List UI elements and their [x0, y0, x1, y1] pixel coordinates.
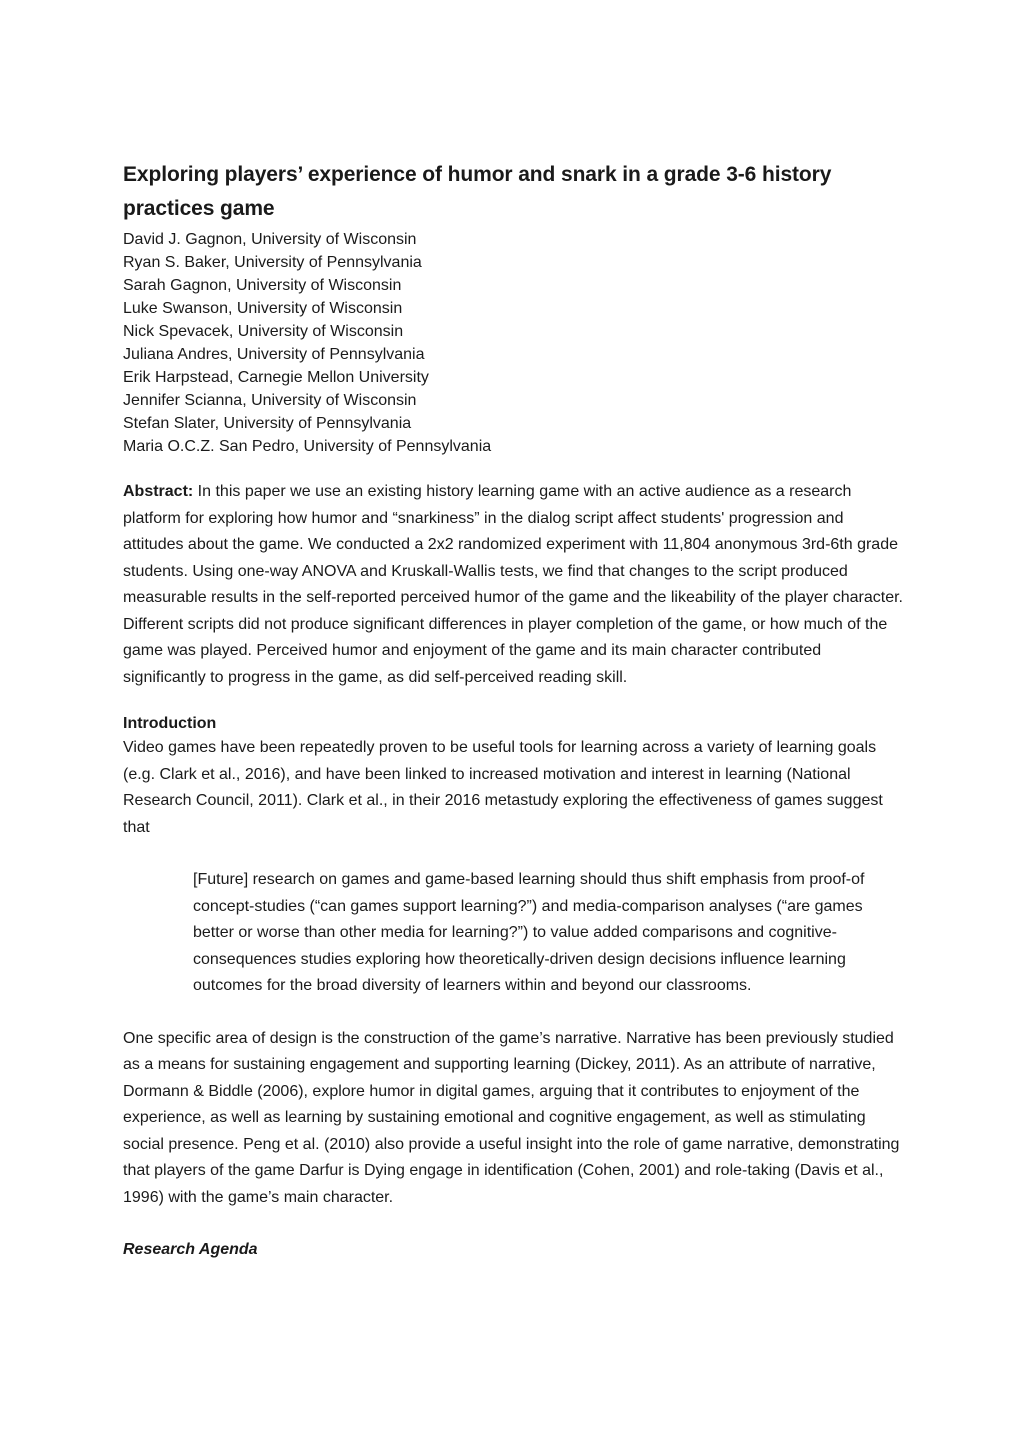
author-line: David J. Gagnon, University of Wisconsin — [123, 231, 417, 248]
narrative-paragraph: One specific area of design is the construction of the game’s narrative. Narrative has been previously studied as a means for sustaining engagement and supporting learning (Dickey, 2011). As an attribute of narrative, Dormann & Biddle (2006), explore humor in digital games, arguing that it contributes to enjoyment of the experience, as well as learning by sustaining emotional and cognitive engagement, as well as stimulating social presence. Peng et al. (2010) also provide a useful insight into the role of game narrative, demonstrating that players of the game Darfur is Dying engage in identification (Cohen, 2001) and role-taking (Davis et al., 1996) with the game’s main character. — [123, 1029, 900, 1206]
introduction-paragraph: Video games have been repeatedly proven to be useful tools for learning across a variety of learning goals (e.g. Clark et al., 2016), and have been linked to increased motivation and interest in learning (National Research Council, 2011). Clark et al., in their 2016 metastudy exploring the effectiveness of games suggest that — [123, 739, 883, 836]
author-line: Jennifer Scianna, University of Wisconsin — [123, 392, 417, 409]
introduction-heading: Introduction — [123, 715, 217, 732]
block-quote: [Future] research on games and game-based learning should thus shift emphasis from proof-of concept-studies (“can games support learning?”) and media-comparison analyses (“are games better or worse than other media for learning?”) to value added comparisons and cognitive-consequences studies exploring how theoretically-driven design decisions influence learning outcomes for the broad diversity of learners within and beyond our classrooms. — [193, 871, 865, 994]
author-line: Maria O.C.Z. San Pedro, University of Pennsylvania — [123, 438, 492, 455]
research-agenda-heading: Research Agenda — [123, 1241, 258, 1258]
author-line: Luke Swanson, University of Wisconsin — [123, 300, 403, 317]
paper-title: Exploring players’ experience of humor and snark in a grade 3-6 history practices game — [123, 163, 832, 220]
author-line: Ryan S. Baker, University of Pennsylvania — [123, 254, 422, 271]
abstract-text: In this paper we use an existing history learning game with an active audience as a research platform for exploring how humor and “snarkiness” in the dialog script affect students' progression and attitudes about the game. We conducted a 2x2 randomized experiment with 11,804 anonymous 3rd-6th grade students. Using one-way ANOVA and Kruskall-Wallis tests, we find that changes to the script produced measurable results in the self-reported perceived humor of the game and the likeability of the player character. Different scripts did not produce significant differences in player completion of the game, or how much of the game was played. Perceived humor and enjoyment of the game and its main character contributed significantly to progress in the game, as did self-perceived reading skill. — [123, 483, 903, 686]
author-list — [123, 228, 908, 458]
author-line: Juliana Andres, University of Pennsylvania — [123, 346, 425, 363]
abstract-paragraph — [123, 479, 908, 691]
abstract-label: Abstract: — [123, 483, 194, 500]
author-line: Nick Spevacek, University of Wisconsin — [123, 323, 404, 340]
author-line: Sarah Gagnon, University of Wisconsin — [123, 277, 402, 294]
author-line: Erik Harpstead, Carnegie Mellon University — [123, 369, 429, 386]
paper-page — [123, 158, 908, 1261]
author-line: Stefan Slater, University of Pennsylvania — [123, 415, 412, 432]
